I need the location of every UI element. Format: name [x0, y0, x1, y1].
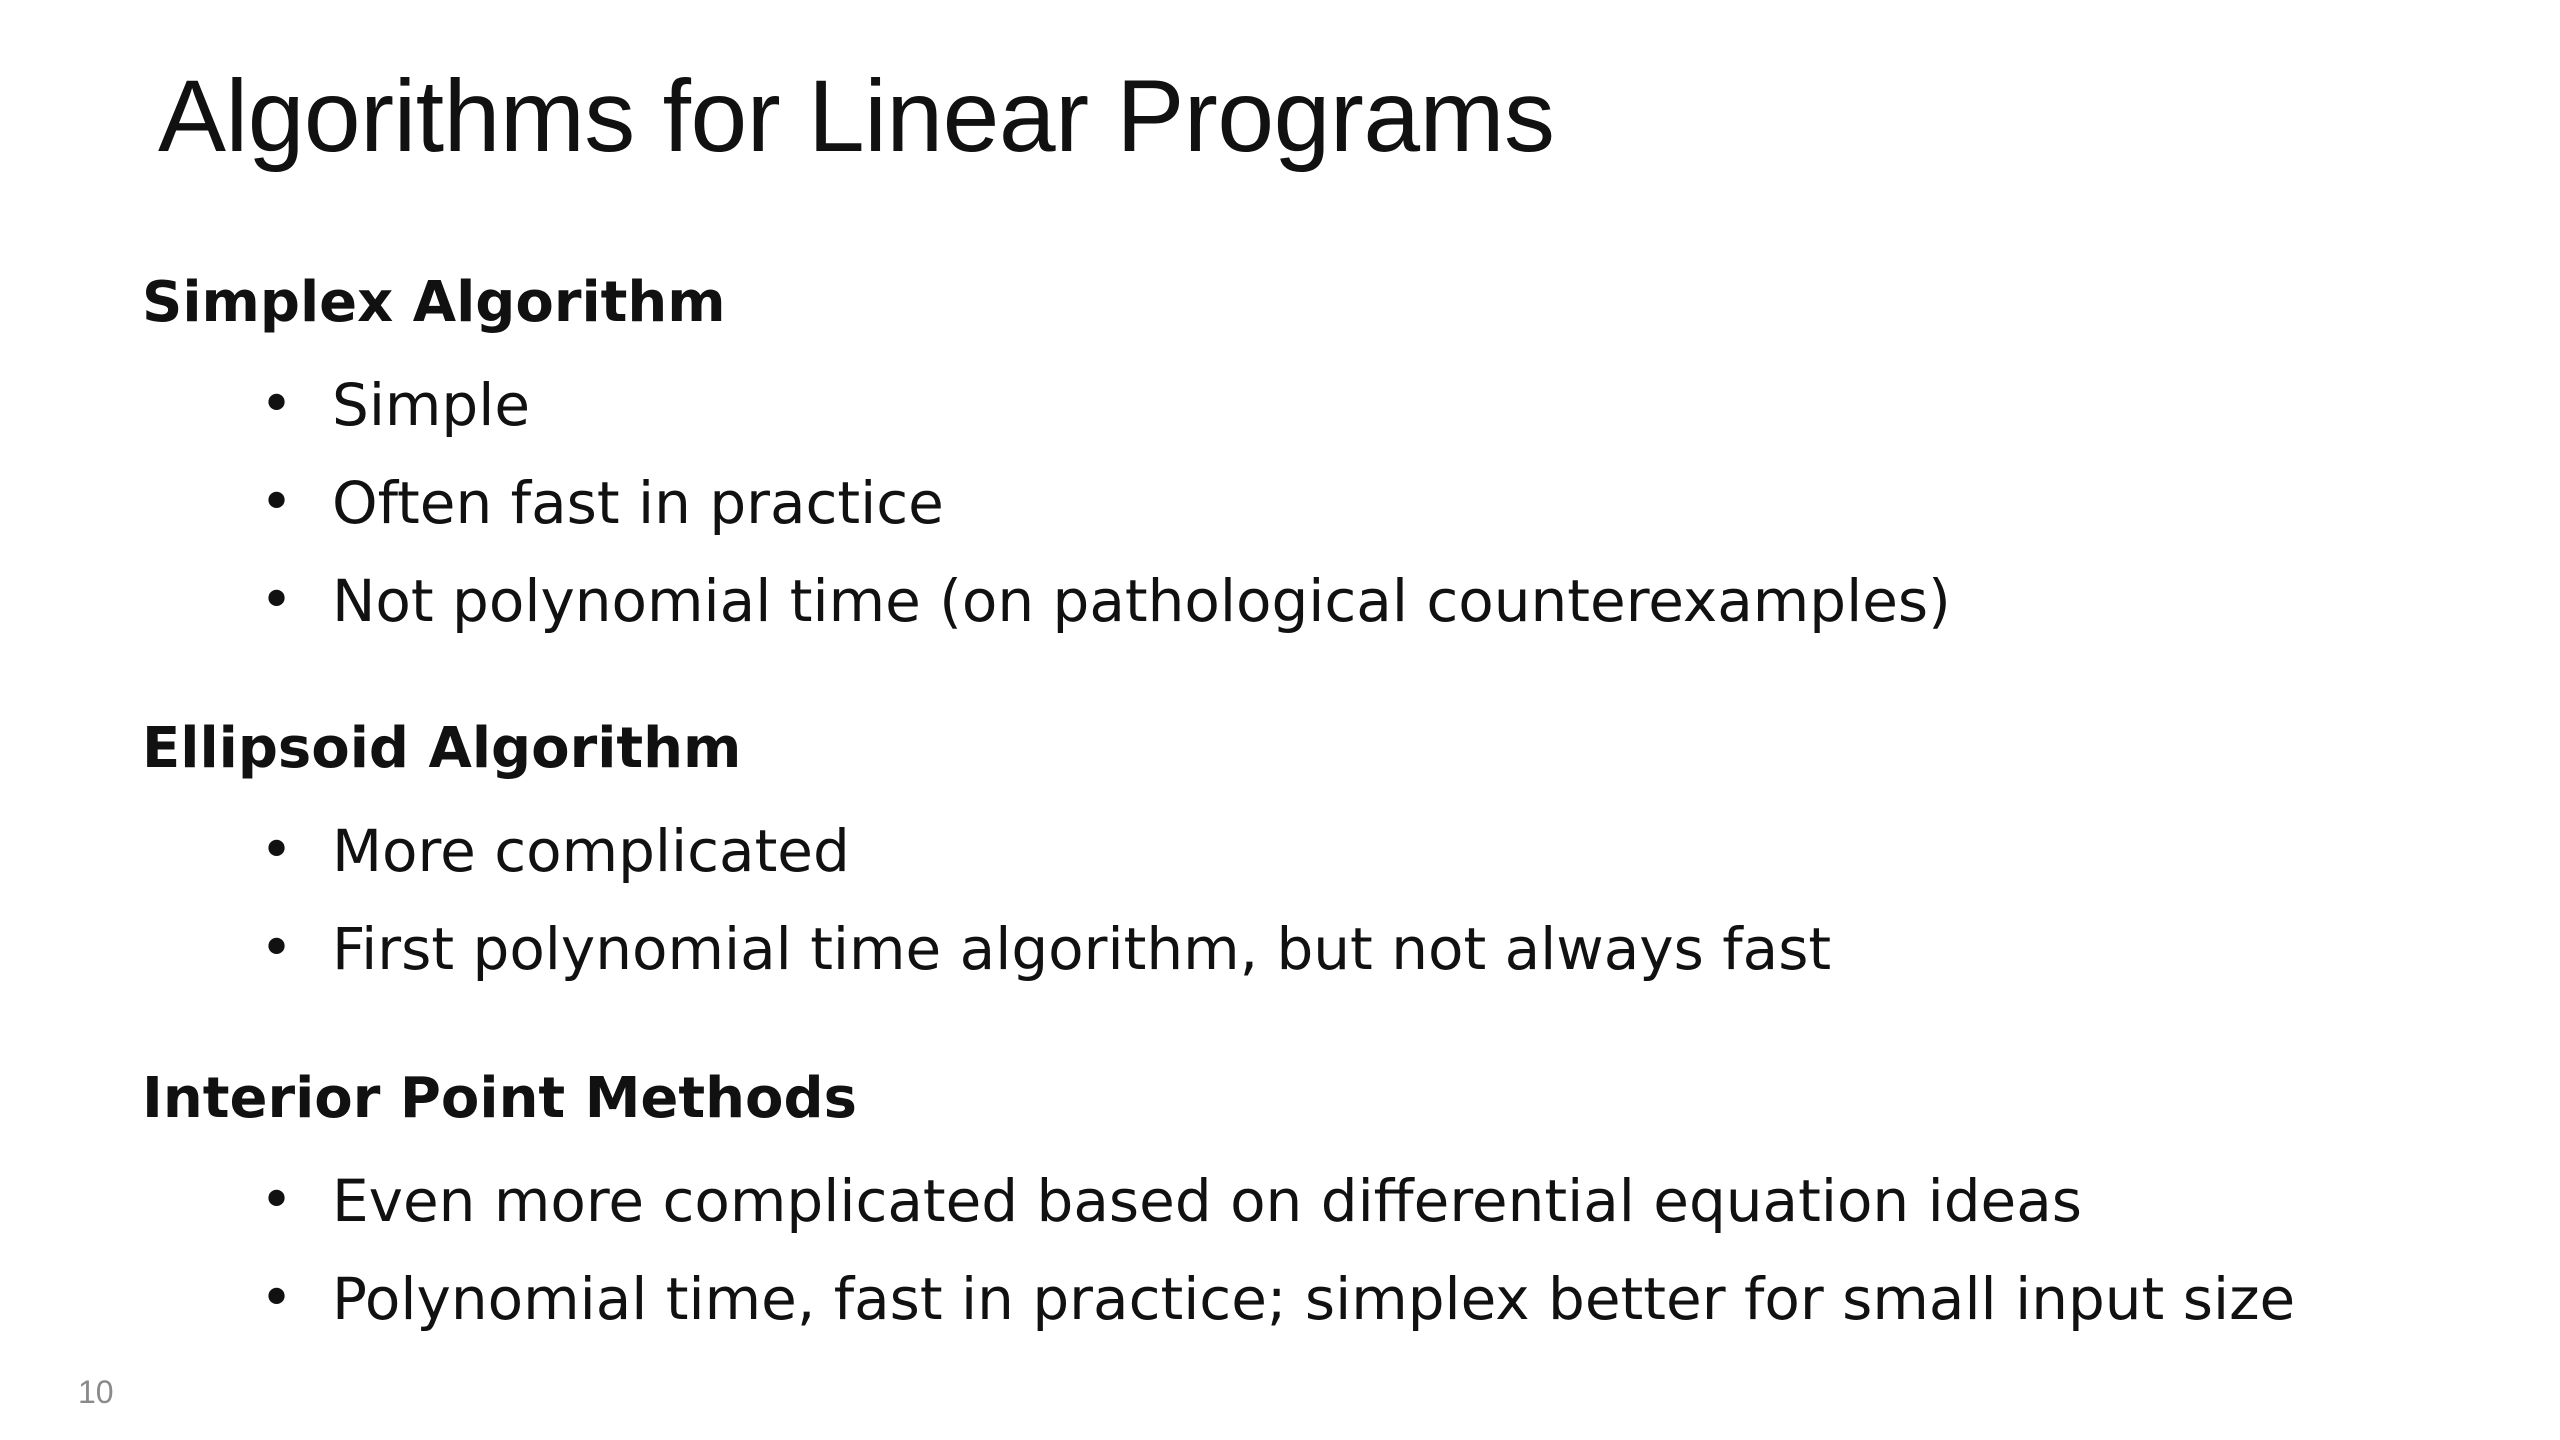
bullet-text: More complicated — [332, 817, 850, 885]
bullet-item — [142, 1152, 2295, 1250]
bullet-icon: • — [260, 818, 294, 883]
slide-number: 10 — [78, 1374, 114, 1410]
bullet-text: Polynomial time, fast in practice; simplex better for small input size — [332, 1265, 2296, 1333]
bullet-icon: • — [260, 1266, 294, 1331]
bullet-icon: • — [260, 1168, 294, 1233]
section-heading: Simplex Algorithm — [142, 270, 726, 335]
bullet-icon: • — [260, 470, 294, 535]
bullet-list — [142, 1152, 2295, 1348]
section-heading: Interior Point Methods — [142, 1066, 857, 1131]
bullet-item — [142, 1250, 2295, 1348]
bullet-item — [142, 900, 1831, 998]
bullet-icon: • — [260, 916, 294, 981]
bullet-icon: • — [260, 568, 294, 633]
bullet-icon: • — [260, 372, 294, 437]
bullet-text: Not polynomial time (on pathological counterexamples) — [332, 567, 1951, 635]
section-simplex-algorithm — [142, 258, 1951, 650]
bullet-item — [142, 454, 1951, 552]
bullet-text: Simple — [332, 371, 531, 439]
section-interior-point-methods — [142, 1054, 2295, 1348]
bullet-list — [142, 356, 1951, 650]
section-ellipsoid-algorithm — [142, 704, 1831, 998]
bullet-text: Even more complicated based on differential equation ideas — [332, 1167, 2082, 1235]
bullet-text: First polynomial time algorithm, but not always fast — [332, 915, 1832, 983]
section-heading: Ellipsoid Algorithm — [142, 716, 742, 781]
bullet-list — [142, 802, 1831, 998]
bullet-item — [142, 356, 1951, 454]
bullet-item — [142, 802, 1831, 900]
slide-title: Algorithms for Linear Programs — [158, 59, 1555, 173]
bullet-text: Often fast in practice — [332, 469, 944, 537]
bullet-item — [142, 552, 1951, 650]
